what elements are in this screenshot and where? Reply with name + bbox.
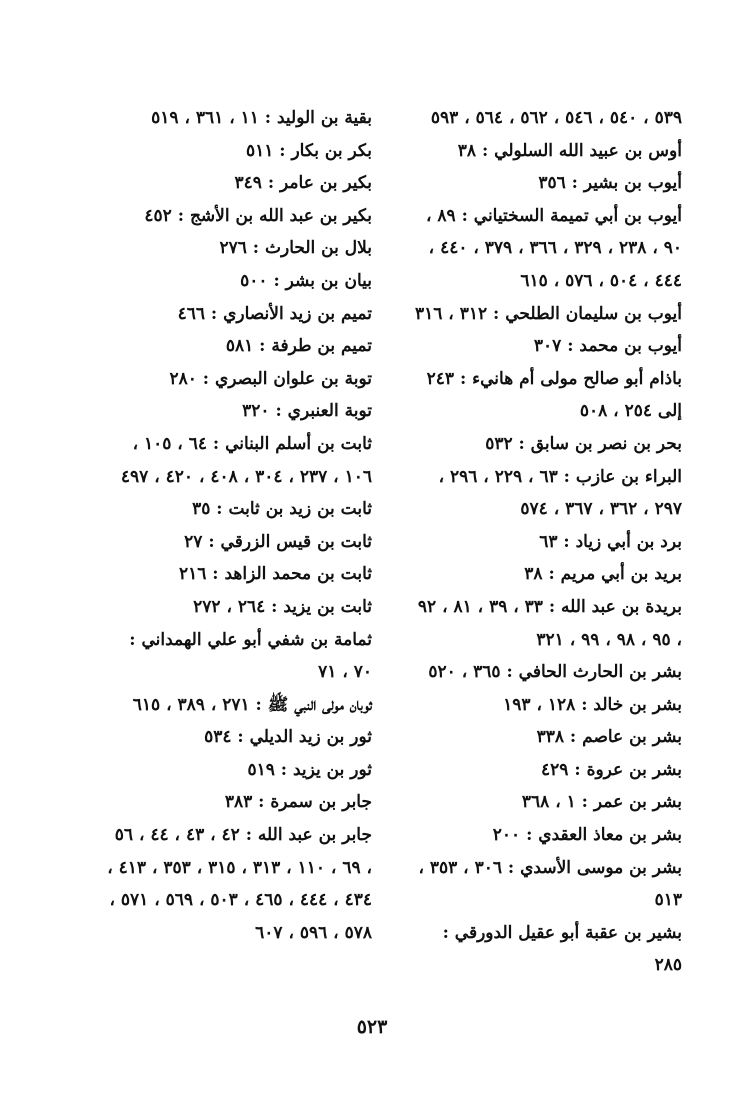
- index-column-left: [106, 102, 372, 949]
- index-entry: جابر بن عبد الله : ٤٢ ، ٤٣ ، ٤٤ ، ٥٦ ، ٦٩ ، ١١٠ ، ٣١٣ ، ٣١٥ ، ٣٥٣ ، ٤١٣ ، ٤٣٤ ، ٤٤٤ ، ٤٦٥ ، ٥٠٣ ، ٥٦٩ ، ٥٧١ ، ٥٧٨ ، ٥٩٦ ، ٦٠٧: [107, 825, 372, 943]
- index-column-right: [410, 102, 682, 982]
- index-entry: ثور بن يزيد : ٥١٩: [247, 759, 372, 780]
- index-entry: البراء بن عازب : ٦٣ ، ٢٢٩ ، ٢٩٦ ، ٢٩٧ ، ٣٦٢ ، ٣٦٧ ، ٥٧٤: [438, 466, 682, 520]
- index-entry: أوس بن عبيد الله السلولي : ٣٨: [457, 140, 682, 161]
- index-entry: بريدة بن عبد الله : ٣٣ ، ٣٩ ، ٨١ ، ٩٢ ، ٩٥ ، ٩٨ ، ٩٩ ، ٣٢١: [417, 596, 682, 650]
- index-entry: بشر بن الحارث الحافي : ٣٦٥ ، ٥٢٠: [428, 662, 682, 683]
- index-entry: باذام أبو صالح مولى أم هانيء : ٢٤٣ إلى ٢٥٤ ، ٥٠٨: [426, 368, 682, 422]
- index-entry: ٥٣٩ ، ٥٤٠ ، ٥٤٦ ، ٥٦٢ ، ٥٦٤ ، ٥٩٣: [430, 108, 682, 128]
- index-entry: أيوب بن محمد : ٣٠٧: [533, 336, 682, 357]
- index-entry: ثابت بن يزيد : ٢٦٤ ، ٢٧٢: [193, 596, 372, 617]
- index-entry: أيوب بن بشير : ٣٥٦: [538, 173, 682, 194]
- index-entry: تميم بن زيد الأنصاري : ٤٦٦: [177, 303, 372, 324]
- index-entry: بقية بن الوليد : ١١ ، ٣٦١ ، ٥١٩: [151, 108, 372, 128]
- index-entry: أيوب بن سليمان الطلحي : ٣١٢ ، ٣١٦: [414, 303, 682, 324]
- index-entry: بحر بن نصر بن سابق : ٥٣٢: [485, 433, 682, 454]
- index-entry: جابر بن سمرة : ٣٨٣: [224, 792, 372, 813]
- index-entry: ثابت بن قيس الزرقي : ٢٧: [184, 531, 372, 552]
- index-entry: بكير بن عبد الله بن الأشج : ٤٥٢: [144, 205, 372, 226]
- page-number: ٥٢٣: [356, 1016, 388, 1038]
- index-entry: ثوبان مولى النبي ﷺ : ٢٧١ ، ٣٨٩ ، ٦١٥: [132, 694, 372, 715]
- index-entry: بشر بن خالد : ١٢٨ ، ١٩٣: [503, 694, 682, 715]
- index-entry: بشر بن معاذ العقدي : ٢٠٠: [492, 825, 682, 846]
- index-entry: برد بن أبي زياد : ٦٣: [539, 531, 682, 552]
- index-entry: ثابت بن محمد الزاهد : ٢١٦: [178, 564, 372, 585]
- index-entry: بكير بن عامر : ٣٤٩: [234, 173, 372, 194]
- index-entry: ثور بن زيد الديلي : ٥٣٤: [204, 727, 372, 748]
- index-entry: أيوب بن أبي تميمة السختياني : ٨٩ ، ٩٠ ، ٢٣٨ ، ٣٢٩ ، ٣٦٦ ، ٣٧٩ ، ٤٤٠ ، ٤٤٤ ، ٥٠٤ ، ٥٧٦ ، ٦١٥: [425, 205, 682, 291]
- index-entry: بشر بن موسى الأسدي : ٣٠٦ ، ٣٥٣ ، ٥١٣: [418, 857, 682, 911]
- index-entry: بيان بن بشر : ٥٠٠: [240, 270, 372, 291]
- index-entry: بشر بن عمر : ١ ، ٣٦٨: [521, 792, 682, 813]
- index-entry: ثابت بن أسلم البناني : ٦٤ ، ١٠٥ ، ١٠٦ ، ٢٣٧ ، ٣٠٤ ، ٤٠٨ ، ٤٢٠ ، ٤٩٧: [120, 433, 372, 487]
- index-entry: تميم بن طرفة : ٥٨١: [225, 336, 372, 357]
- index-entry: بشير بن عقبة أبو عقيل الدورقي : ٢٨٥: [442, 922, 682, 976]
- index-entry: بشر بن عروة : ٤٢٩: [541, 759, 682, 780]
- index-entry: بلال بن الحارث : ٢٧٦: [219, 238, 372, 259]
- index-entry: بشر بن عاصم : ٣٣٨: [536, 727, 682, 748]
- index-entry: توبة بن علوان البصري : ٢٨٠: [169, 368, 372, 389]
- index-entry: بكر بن بكار : ٥١١: [245, 140, 372, 161]
- index-entry: توبة العنبري : ٣٢٠: [242, 401, 372, 422]
- index-entry: ثابت بن زيد بن ثابت : ٣٥: [192, 499, 372, 520]
- index-entry: بريد بن أبي مريم : ٣٨: [524, 564, 682, 585]
- index-entry: ثمامة بن شفي أبو علي الهمداني : ٧٠ ، ٧١: [129, 629, 372, 683]
